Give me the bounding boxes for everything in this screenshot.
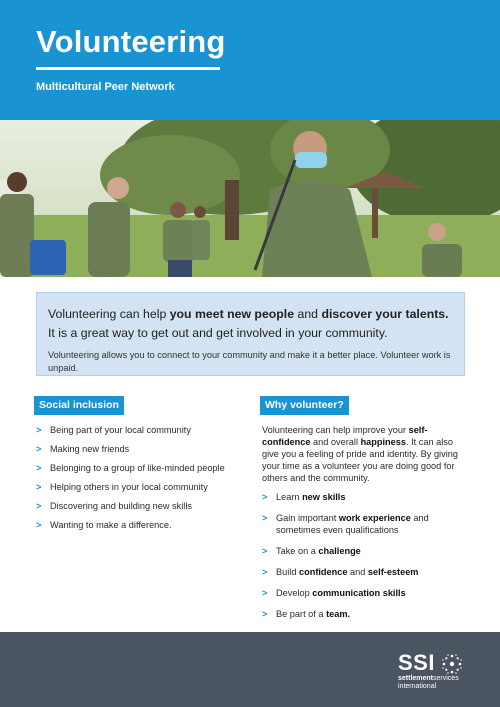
why-volunteer-item-text [276,546,361,556]
intro-lead-run-4: It is a great way to get out and get involved in your community. [48,326,388,340]
social-inclusion-item-text: Helping others in your local community [50,482,208,492]
why-volunteer-item [262,545,467,557]
chevron-right-icon: > [36,444,42,454]
chevron-right-icon: > [262,588,268,598]
why-item-3-run-0: Build [276,567,299,577]
why-intro-run-4: . It can also give you a feeling of pride and identity. By giving your time as a volunteer you are doing good for others and the community. [262,437,458,483]
social-inclusion-item-text: Being part of your local community [50,425,191,435]
chevron-right-icon: > [262,567,268,577]
why-intro-run-3: happiness [360,437,407,447]
why-item-1-run-2: and sometimes even qualifications [276,513,429,535]
why-item-4-run-1: communication skills [312,588,406,598]
logo-line-2: international [398,683,437,690]
intro-lead-run-2: and [294,307,322,321]
header-banner [0,0,500,120]
social-inclusion-item [36,519,246,531]
social-inclusion-item [36,424,246,436]
logo-wordmark: SSI [398,650,435,675]
why-intro-run-2: and overall [310,437,361,447]
social-inclusion-item-text: Making new friends [50,444,130,454]
why-item-3-run-3: self-esteem [367,567,419,577]
why-volunteer-item [262,566,467,578]
intro-lead-run-1: you meet new people [169,307,295,321]
why-item-2-run-0: Take on a [276,546,319,556]
chevron-right-icon: > [36,520,42,530]
why-volunteer-heading: Why volunteer? [260,396,349,415]
intro-lead-text [48,305,454,343]
why-volunteer-item [262,587,467,599]
why-volunteer-list [262,491,467,629]
intro-lead-run-0: Volunteering can help [48,307,170,321]
chevron-right-icon: > [36,425,42,435]
chevron-right-icon: > [262,492,268,502]
why-volunteer-item [262,608,467,620]
why-volunteer-item-text [276,513,429,535]
page-title: Volunteering [36,24,226,59]
why-volunteer-item-text [276,567,418,577]
why-item-5-run-0: Be part of a [276,609,327,619]
why-volunteer-intro [262,424,467,484]
why-item-0-run-1: new skills [302,492,346,502]
social-inclusion-item-text: Discovering and building new skills [50,501,192,511]
why-item-0-run-0: Learn [276,492,303,502]
chevron-right-icon: > [36,482,42,492]
social-inclusion-heading: Social inclusion [34,396,124,415]
volunteers-photo [0,120,500,277]
ssi-logo [398,652,459,691]
why-item-3-run-1: confidence [298,567,348,577]
social-inclusion-item [36,500,246,512]
chevron-right-icon: > [262,513,268,523]
why-volunteer-item [262,491,467,503]
why-volunteer-item-text [276,492,345,502]
why-item-3-run-2: and [347,567,368,577]
social-inclusion-item-text: Wanting to make a difference. [50,520,172,530]
why-item-5-run-1: team. [326,609,351,619]
logo-burst-icon [441,653,463,675]
why-item-1-run-0: Gain important [276,513,339,523]
social-inclusion-item [36,462,246,474]
intro-lead-run-3: discover your talents. [321,307,449,321]
why-volunteer-item-text [276,588,406,598]
social-inclusion-item [36,481,246,493]
intro-panel [36,292,465,376]
why-volunteer-item-text [276,609,350,619]
why-item-1-run-1: work experience [338,513,411,523]
social-inclusion-list [36,424,246,538]
why-item-4-run-0: Develop [276,588,313,598]
chevron-right-icon: > [36,501,42,511]
title-underline [36,67,220,70]
intro-detail-text: Volunteering allows you to connect to your community and make it a better place. Volunteer work is unpaid. [48,350,451,373]
chevron-right-icon: > [36,463,42,473]
chevron-right-icon: > [262,546,268,556]
why-intro-run-0: Volunteering can help improve your [262,425,409,435]
page-subtitle: Multicultural Peer Network [36,81,175,93]
social-inclusion-item-text: Belonging to a group of like-minded people [50,463,225,473]
why-item-2-run-1: challenge [318,546,361,556]
why-volunteer-item [262,512,467,536]
social-inclusion-item [36,443,246,455]
why-intro-run-1: self-confidence [262,425,428,447]
chevron-right-icon: > [262,609,268,619]
logo-line-1: settlementservices [398,675,459,682]
